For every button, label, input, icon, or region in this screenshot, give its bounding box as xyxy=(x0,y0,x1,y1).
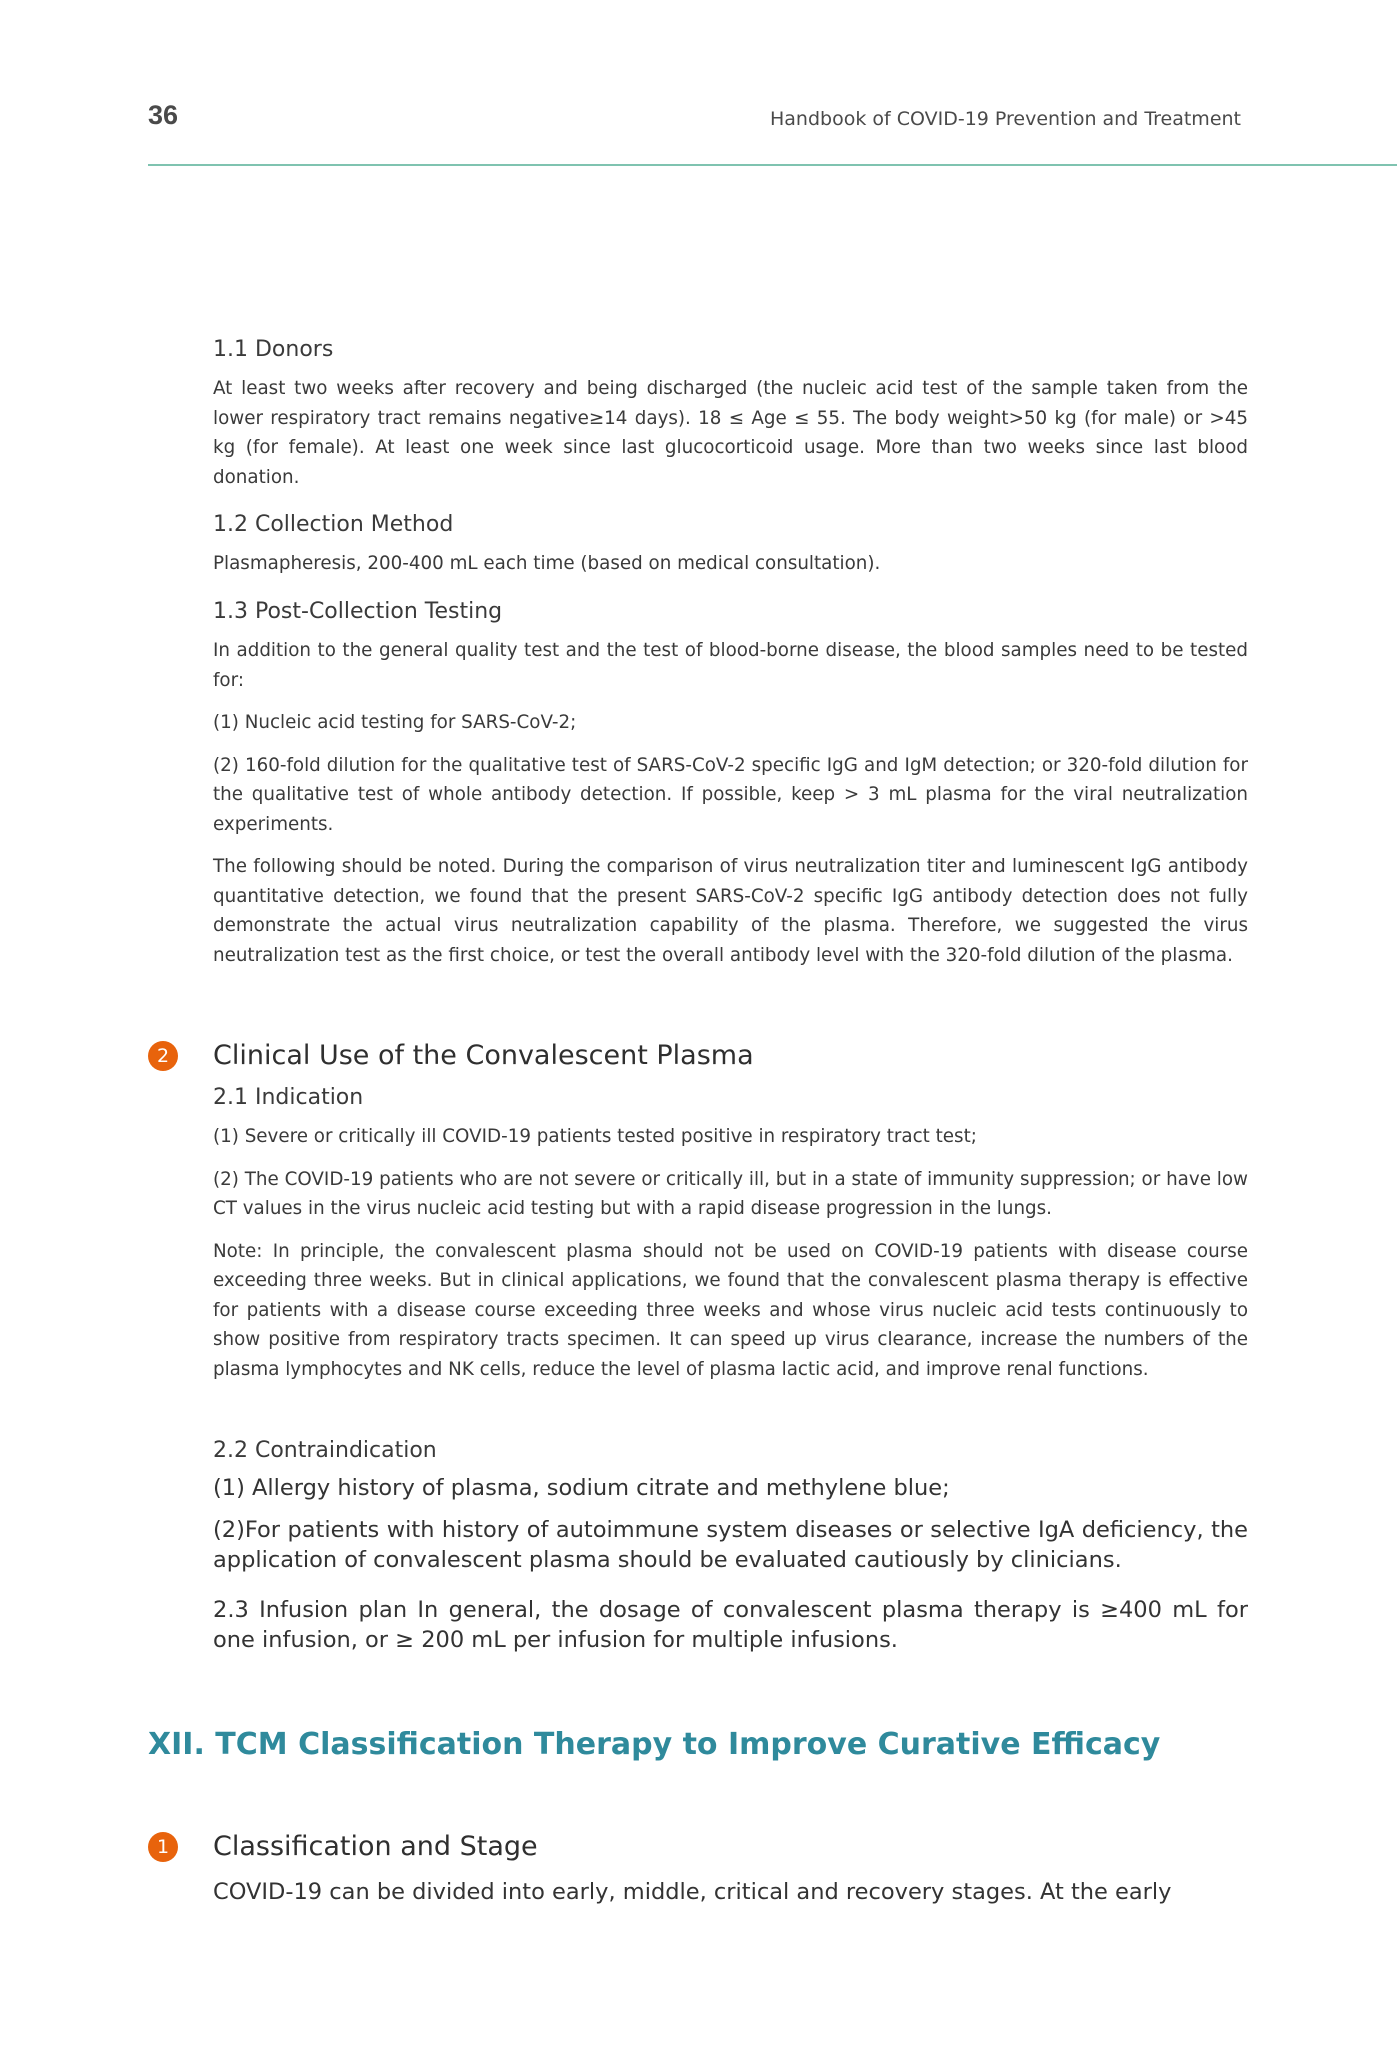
section-1-3 xyxy=(213,599,1248,970)
section-number-badge: 2 xyxy=(148,1041,178,1071)
list-item: (2) 160-fold dilution for the qualitative test of SARS-CoV-2 specific IgG and IgM detection; or 320-fold dilution for the qualitative test of whole antibody detection. If possible, keep > 3 mL plasma for the viral neutralization experiments. xyxy=(213,754,1248,835)
page-number: 36 xyxy=(148,100,179,130)
section-2-1 xyxy=(213,1085,1248,1384)
list-item: (2) The COVID-19 patients who are not severe or critically ill, but in a state of immunity suppression; or have low CT values in the virus nucleic acid testing but with a rapid disease progression in the lungs. xyxy=(213,1168,1248,1219)
section-heading: 1.2 Collection Method xyxy=(213,512,454,537)
section-heading: 1.1 Donors xyxy=(213,337,334,362)
section-title: Clinical Use of the Convalescent Plasma xyxy=(213,1040,754,1071)
section-1-2 xyxy=(213,512,1248,579)
section-2-heading xyxy=(148,1040,754,1071)
paragraph: In addition to the general quality test and the test of blood-borne disease, the blood samples need to be tested for: xyxy=(213,640,1248,691)
list-item: (2)For patients with history of autoimmune system diseases or selective IgA deficiency, the application of convalescent plasma should be evaluated cautiously by clinicians. xyxy=(213,1517,1248,1573)
paragraph: At least two weeks after recovery and being discharged (the nucleic acid test of the sample taken from the lower respiratory tract remains negative≥14 days). 18 ≤ Age ≤ 55. The body weight>50 kg (for male) or >45 kg (for female). At least one week since last glucocorticoid usage. More than two weeks since last blood donation. xyxy=(213,378,1248,488)
chapter-heading: XII. TCM Classification Therapy to Improve Curative Efficacy xyxy=(148,1727,1161,1762)
list-item: (1) Nucleic acid testing for SARS-CoV-2; xyxy=(213,712,577,733)
list-item: (1) Allergy history of plasma, sodium citrate and methylene blue; xyxy=(213,1475,950,1501)
section-title: Classification and Stage xyxy=(213,1831,538,1862)
section-1-1 xyxy=(213,337,1248,492)
section-2-3 xyxy=(213,1595,1248,1655)
paragraph: Plasmapheresis, 200-400 mL each time (based on medical consultation). xyxy=(213,553,881,574)
section-heading: 2.1 Indication xyxy=(213,1085,364,1110)
paragraph: COVID-19 can be divided into early, middle, critical and recovery stages. At the early xyxy=(213,1879,1172,1905)
section-2-2 xyxy=(213,1438,1248,1575)
section-tcm-1-heading xyxy=(148,1831,538,1862)
section-tcm-1 xyxy=(213,1877,1248,1907)
running-header: Handbook of COVID-19 Prevention and Treatment xyxy=(769,108,1241,130)
header-rule xyxy=(148,164,1397,166)
section-heading: 1.3 Post-Collection Testing xyxy=(213,599,503,624)
section-number-badge: 1 xyxy=(148,1832,178,1862)
paragraph: Note: In principle, the convalescent plasma should not be used on COVID-19 patients with disease course exceeding three weeks. But in clinical applications, we found that the convalescent plasma therapy is effective for patients with a disease course exceeding three weeks and whose virus nucleic acid tests continuously to show positive from respiratory tracts specimen. It can speed up virus clearance, increase the numbers of the plasma lymphocytes and NK cells, reduce the level of plasma lactic acid, and improve renal functions. xyxy=(213,1240,1248,1380)
paragraph: 2.3 Infusion plan In general, the dosage of convalescent plasma therapy is ≥400 mL for one infusion, or ≥ 200 mL per infusion for multiple infusions. xyxy=(213,1597,1248,1653)
list-item: (1) Severe or critically ill COVID-19 patients tested positive in respiratory tract test; xyxy=(213,1126,977,1147)
section-heading: 2.2 Contraindication xyxy=(213,1438,437,1463)
paragraph: The following should be noted. During the comparison of virus neutralization titer and luminescent IgG antibody quantitative detection, we found that the present SARS-CoV-2 specific IgG antibody detection does not fully demonstrate the actual virus neutralization capability of the plasma. Therefore, we suggested the virus neutralization test as the first choice, or test the overall antibody level with the 320-fold dilution of the plasma. xyxy=(213,856,1248,966)
